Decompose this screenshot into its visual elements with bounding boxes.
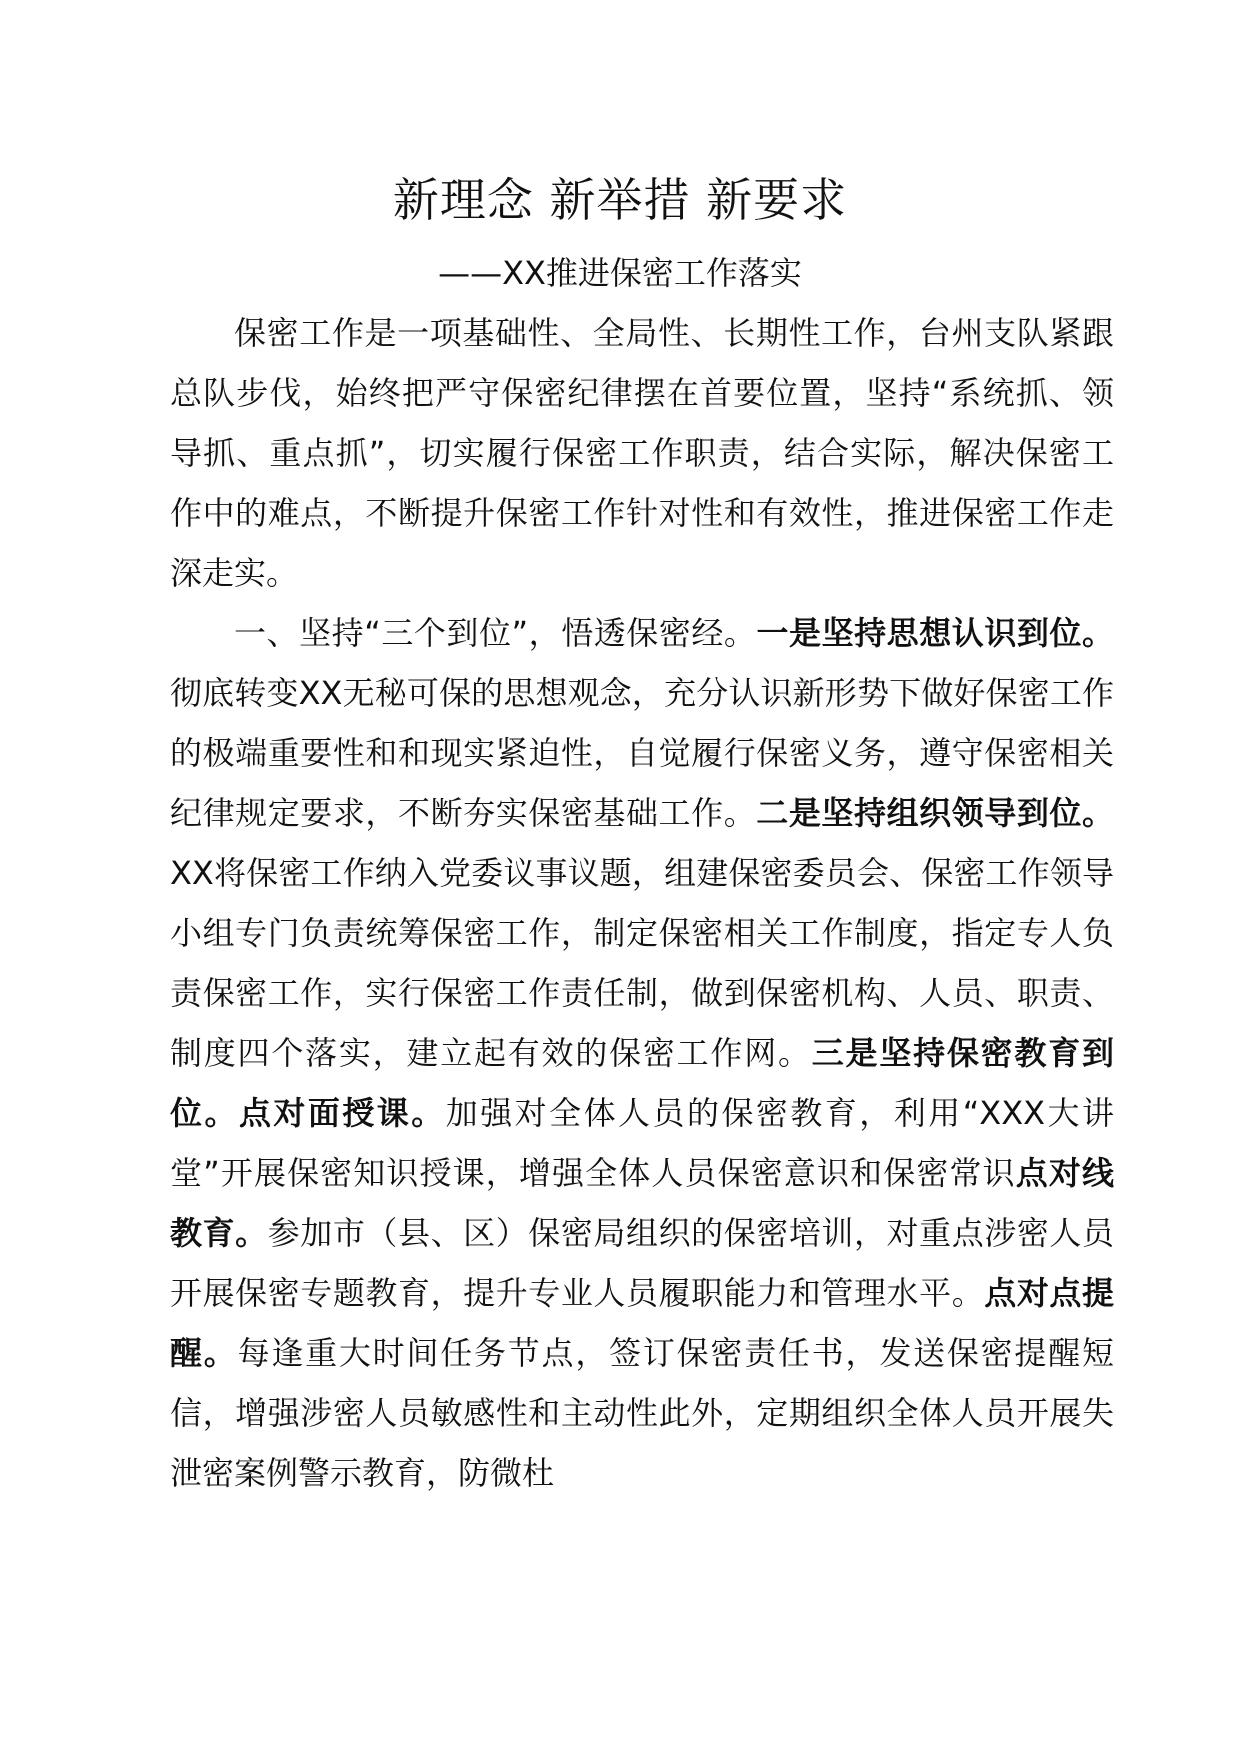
document-subtitle: ——XX推进保密工作落实: [438, 254, 802, 292]
point-1-text: 彻底转变XX无秘可保的思想观念，充分认识新形势下做好保密工作的极端重要性和和现实紧迫性，自觉履行保密义务，遵守保密相关纪律规定要求，不断夯实保密基础工作。: [170, 674, 1114, 832]
intro-paragraph: 保密工作是一项基础性、全局性、长期性工作，台州支队紧跟总队步伐，始终把严守保密纪律摆在首要位置，坚持“系统抓、领导抓、重点抓”，切实履行保密工作职责，结合实际，解决保密工作中的难点，不断提升保密工作针对性和有效性，推进保密工作走深走实。: [170, 314, 1114, 592]
sub-point-3-text: 每逢重大时间任务节点，签订保密责任书，发送保密提醒短信，增强涉密人员敏感性和主动性此外，定期组织全体人员开展失泄密案例警示教育，防微杜: [170, 1334, 1114, 1492]
point-3-heading: 三是坚持保密教育到位。: [170, 1034, 1114, 1132]
document-body: [170, 303, 1114, 1503]
sub-point-3-heading: 点对点提醒。: [170, 1274, 1114, 1372]
point-2-heading: 二是坚持组织领导到位。: [756, 794, 1114, 832]
sub-point-1-heading: 点对面授课。: [238, 1094, 446, 1132]
sub-point-2-text: 参加市（县、区）保密局组织的保密培训，对重点涉密人员开展保密专题教育，提升专业人员履职能力和管理水平。: [170, 1214, 1114, 1312]
sub-point-1-text: 加强对全体人员的保密教育，利用“XXX大讲堂”开展保密知识授课，增强全体人员保密意识和保密常识: [170, 1094, 1114, 1192]
section-1-paragraph: [170, 603, 1114, 1503]
point-1-heading: 一是坚持思想认识到位。: [756, 614, 1114, 652]
document-title: 新理念 新举措 新要求: [392, 173, 848, 227]
section-1-heading: 一、坚持“三个到位”，悟透保密经。: [234, 614, 757, 652]
sub-point-2-heading: 点对线教育。: [170, 1154, 1114, 1252]
point-2-text: XX将保密工作纳入党委议事议题，组建保密委员会、保密工作领导小组专门负责统筹保密工作，制定保密相关工作制度，指定专人负责保密工作，实行保密工作责任制，做到保密机构、人员、职责、制度四个落实，建立起有效的保密工作网。: [170, 854, 1114, 1072]
